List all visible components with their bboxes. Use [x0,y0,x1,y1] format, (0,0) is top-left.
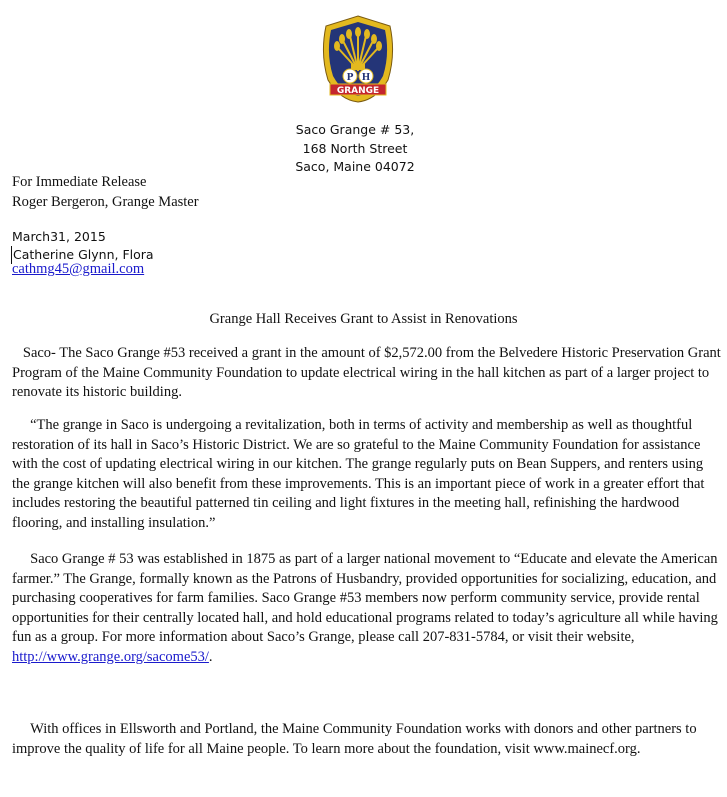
grange-master: Roger Bergeron, Grange Master [12,194,199,210]
contact-name: Catherine Glynn, Flora [13,247,154,262]
grange-address [255,121,455,177]
address-line-1: Saco Grange # 53, [295,122,415,137]
paragraph-history [12,550,722,667]
address-line-2: 168 North Street [302,140,408,156]
paragraph-quote-text: “The grange in Saco is undergoing a revitalization, both in terms of activity and membership as well as thoughtful restoration of its hall in Saco’s Historic District. We are so grateful to the Maine Community Foundation for assistance with the cost of updating electrical wiring in our kitchen. The grange regularly puts on Bean Suppers, and renters using the grange kitchen will also benefit from these improvements. This is an important piece of work in a greater effort that includes restoring the beautiful patterned tin ceiling and light fixtures in the meeting hall, refinishing the hardwood flooring, and installing insulation.” [12,417,705,531]
paragraph-history-text: Saco Grange # 53 was established in 1875 as part of a larger national movement to “Educate and elevate the American farmer.” The Grange, formally known as the Patrons of Husbandry, provided opportunities for socializing, education, and purchasing cooperatives for farm families. Saco Grange #53 members now perform community service, provide rental opportunities for their centrally located hall, and hold educational programs related to today’s agriculture all while having fun as a group. For more information about Saco’s Grange, please call 207-831-5784, or visit their website, [12,551,718,645]
contact-block [12,228,154,264]
contact-email-link[interactable]: cathmg45@gmail.com [12,261,145,277]
monogram-h: H [361,73,371,83]
paragraph-foundation-text: With offices in Ellsworth and Portland, the Maine Community Foundation works with donors and other partners to improve the quality of life for all Maine people. To learn more about the foundation, visit www.mainecf.org. [12,721,697,757]
release-header [12,172,199,212]
paragraph-foundation [12,720,722,759]
paragraph-history-end: . [208,648,213,665]
press-release-title: Grange Hall Receives Grant to Assist in Renovations [209,311,518,327]
paragraph-grant-text: Saco- The Saco Grange #53 received a grant in the amount of $2,572.00 from the Belvedere Historic Preservation Grant Program of the Maine Community Foundation to update electrical wiring in the hall kitchen as part of a larger project to renovate its historic building. [12,345,721,400]
address-line-3: Saco, Maine 04072 [295,159,415,174]
monogram-p: P [346,73,354,83]
grange-banner: GRANGE [336,86,380,96]
grange-website-link[interactable]: http://www.grange.org/sacome53/ [12,648,209,665]
release-date: March31, 2015 [12,229,106,244]
release-label: For Immediate Release [12,174,147,190]
paragraph-quote [12,416,722,533]
grange-emblem [318,14,398,104]
grange-logo [318,14,398,104]
paragraph-grant [12,344,722,403]
